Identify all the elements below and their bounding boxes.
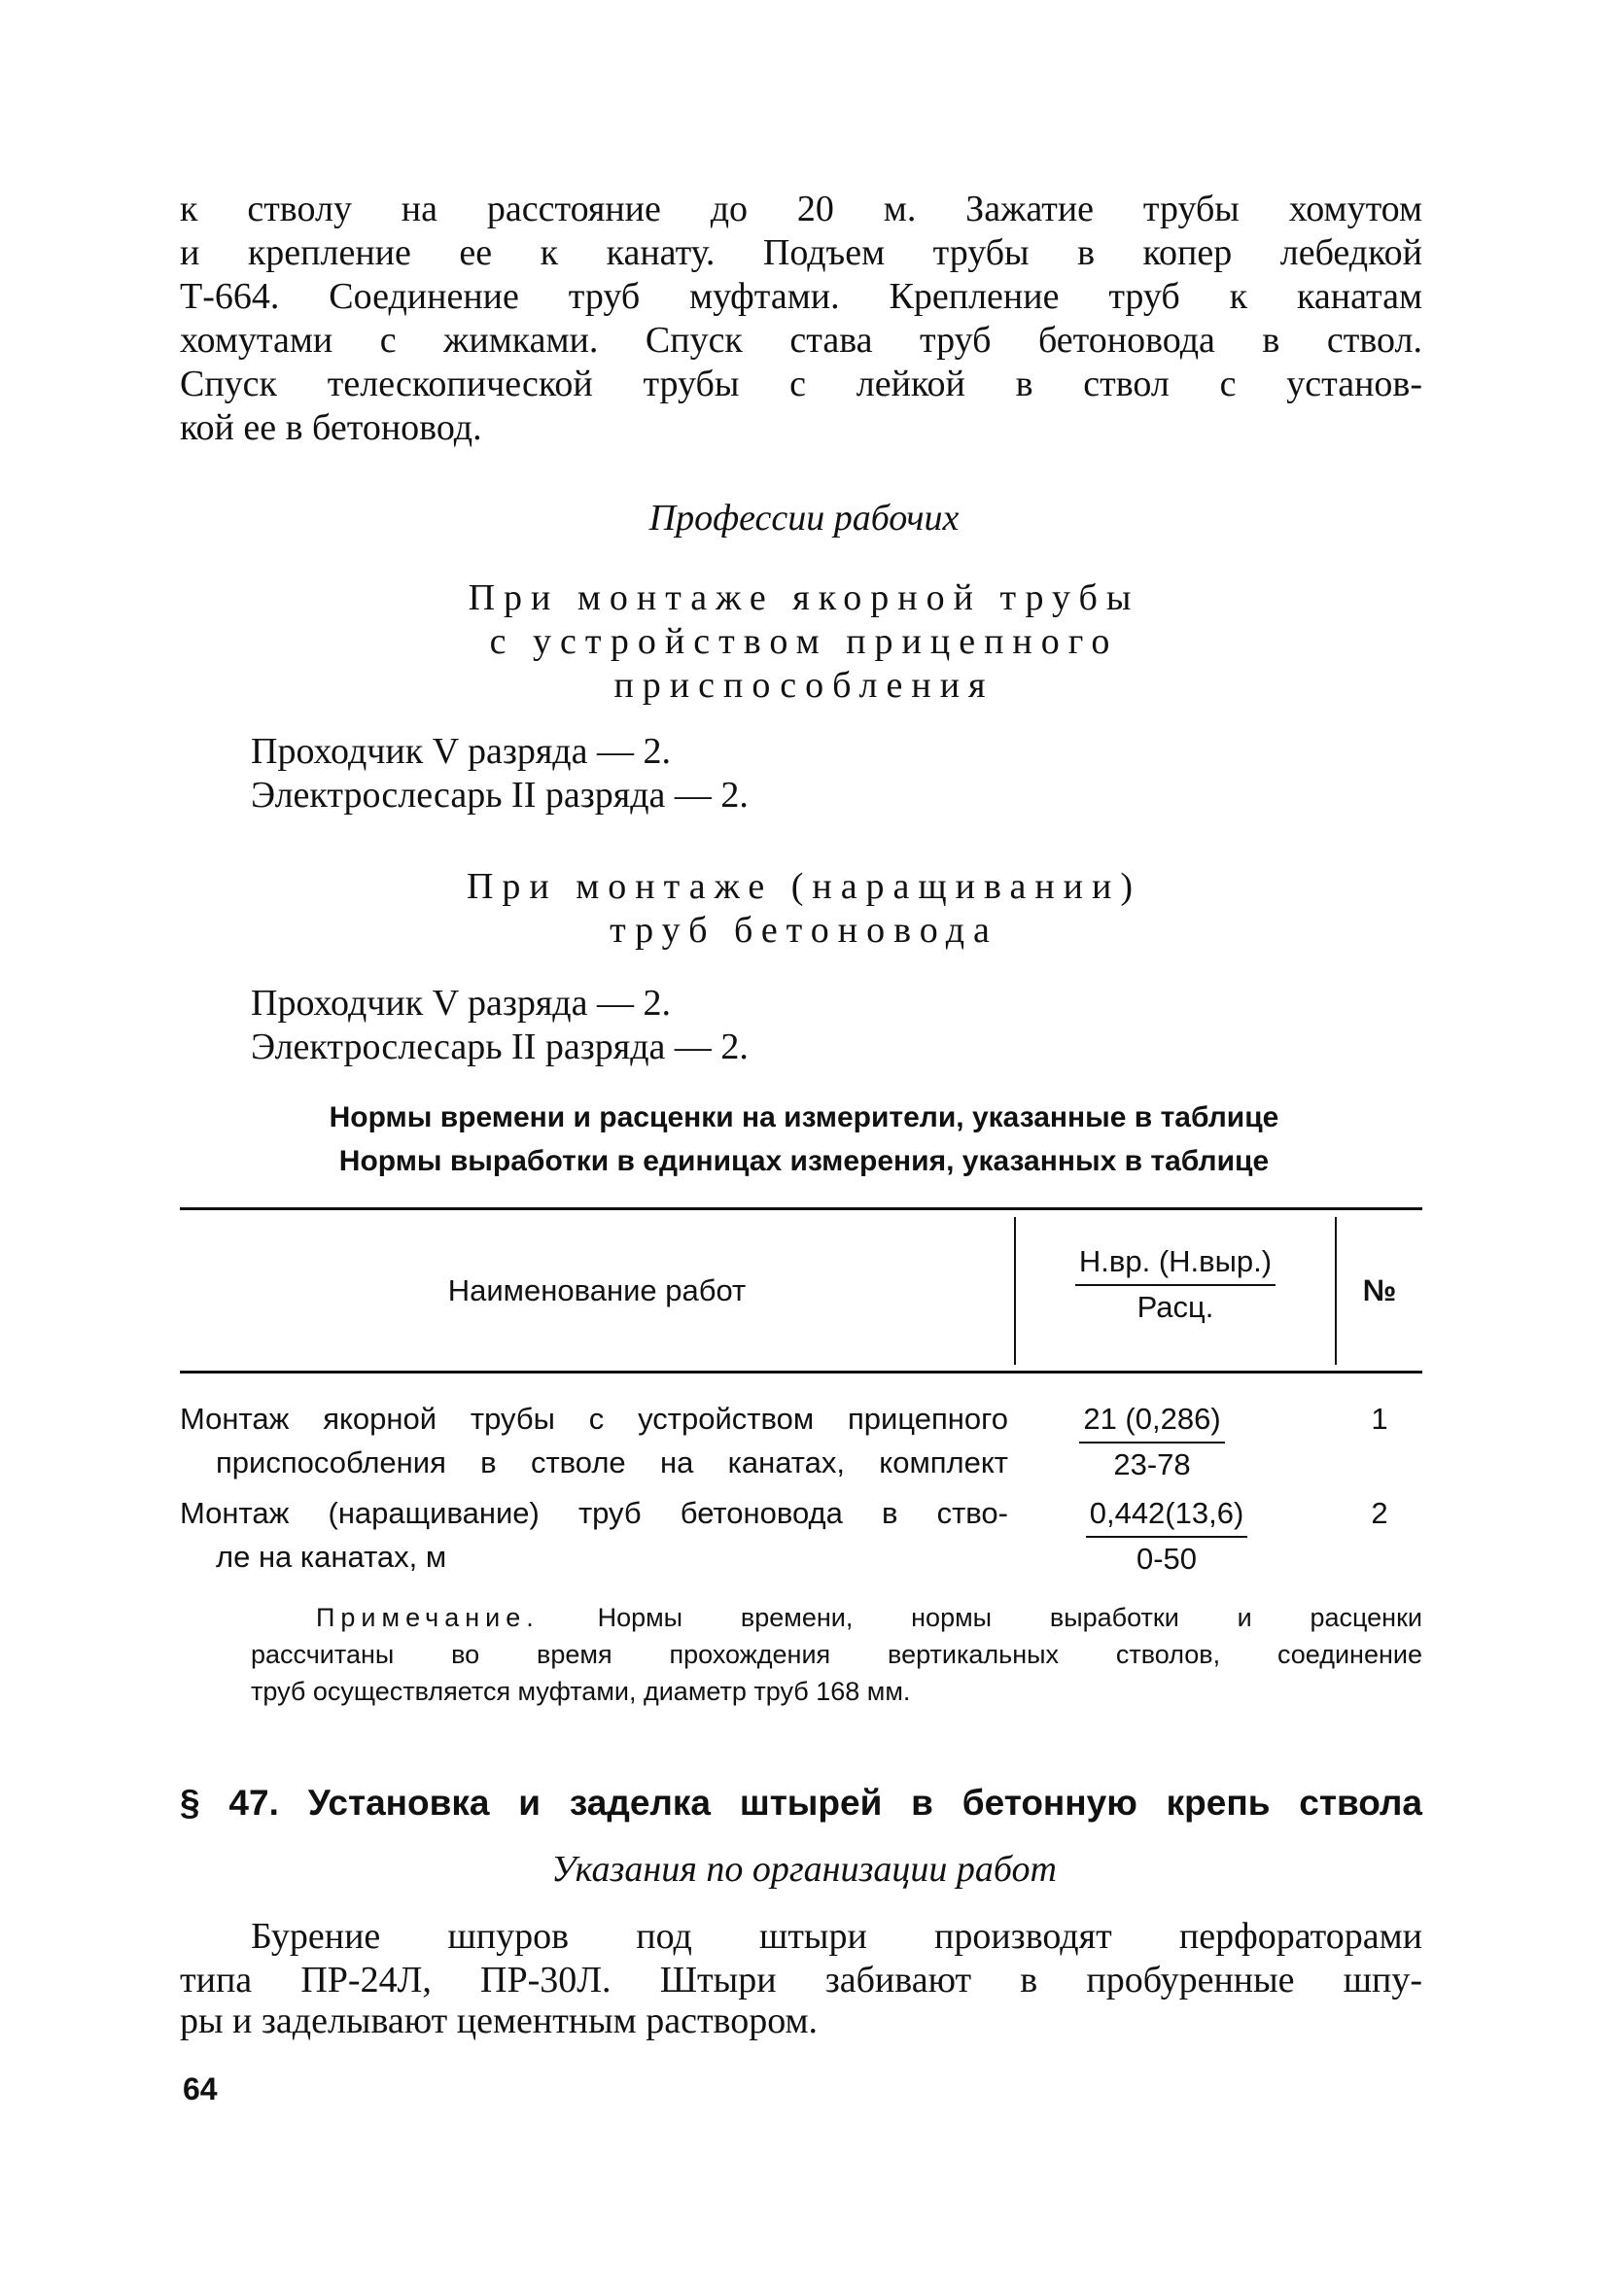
workers-title: Профессии рабочих — [648, 498, 960, 539]
row-name: Монтаж (наращивание) труб бетоновода в ство- — [180, 1496, 1008, 1530]
text-line: типа ПР-24Л, ПР-30Л. Штыри забивают в пробуренные шпу- — [180, 1960, 1422, 2000]
norm-value: 21 (0,286) — [1079, 1404, 1224, 1444]
text-line: хомутами с жимками. Спуск става труб бетоновода в ствол. — [180, 320, 1422, 361]
text-line: кой ее в бетоновод. — [180, 407, 482, 448]
worker-item: Проходчик V разряда — 2. — [251, 731, 672, 772]
header-name: Наименование работ — [447, 1273, 747, 1307]
table-header-rule — [180, 1371, 1422, 1374]
text-line: и крепление ее к канату. Подъем трубы в копер лебедкой — [180, 232, 1422, 273]
text-line: к стволу на расстояние до 20 м. Зажатие трубы хомутом — [180, 189, 1422, 229]
price-value: 23-78 — [1113, 1447, 1191, 1481]
row-num: 1 — [1371, 1402, 1388, 1436]
row-norm — [1040, 1498, 1293, 1574]
worker-item: Проходчик V разряда — 2. — [251, 983, 672, 1024]
row-norm — [1031, 1404, 1274, 1479]
price-value: 0-50 — [1136, 1542, 1198, 1576]
text-line: Бурение шпуров под штыри производят перфораторами — [251, 1916, 1422, 1957]
note-line — [316, 1605, 1422, 1631]
norm-value: 0,442(13,6) — [1086, 1498, 1248, 1538]
norms-heading: Нормы выработки в единицах измерения, указанных в таблице — [338, 1145, 1270, 1177]
norms-heading: Нормы времени и расценки на измерители, указанные в таблице — [329, 1101, 1279, 1133]
worker-item: Электрослесарь II разряда — 2. — [251, 1026, 749, 1067]
row-name: приспособления в стволе на канатах, комплект — [216, 1445, 1008, 1479]
section-subtitle: Указания по организации работ — [551, 1849, 1057, 1890]
note-text: Нормы времени, нормы выработки и расценки — [597, 1603, 1422, 1632]
table-top-rule — [180, 1207, 1422, 1210]
note-line: труб осуществляется муфтами, диаметр труб 168 мм. — [251, 1677, 911, 1706]
group1-title: При монтаже якорной трубы — [468, 577, 1140, 618]
row-name: Монтаж якорной трубы с устройством прицепного — [180, 1402, 1008, 1436]
text-line: ры и заделывают цементным раствором. — [180, 2000, 819, 2041]
worker-item: Электрослесарь II разряда — 2. — [251, 775, 749, 816]
header-norm-bottom: Расц. — [1136, 1290, 1214, 1324]
page-number: 64 — [183, 2071, 218, 2106]
header-norm-top: Н.вр. (Н.выр.) — [1075, 1246, 1276, 1286]
group1-title: приспособления — [613, 665, 995, 706]
section-title: § 47. Установка и заделка штырей в бетонную крепь ствола — [180, 1783, 1422, 1823]
group2-title: При монтаже (наращивании) — [466, 866, 1141, 907]
header-num: № — [1362, 1273, 1397, 1307]
text-line: Т-664. Соединение труб муфтами. Крепление труб к канатам — [180, 276, 1422, 317]
row-num: 2 — [1371, 1496, 1388, 1530]
group2-title: труб бетоновода — [610, 910, 998, 951]
header-norm — [1016, 1246, 1335, 1322]
note-line: рассчитаны во время прохождения вертикальных стволов, соединение — [251, 1640, 1422, 1669]
group1-title: с устройством прицепного — [489, 621, 1119, 662]
text-line: Спуск телескопической трубы с лейкой в ствол с установ- — [180, 364, 1422, 404]
row-name: ле на канатах, м — [216, 1540, 447, 1574]
note-label: Примечание. — [316, 1603, 540, 1632]
